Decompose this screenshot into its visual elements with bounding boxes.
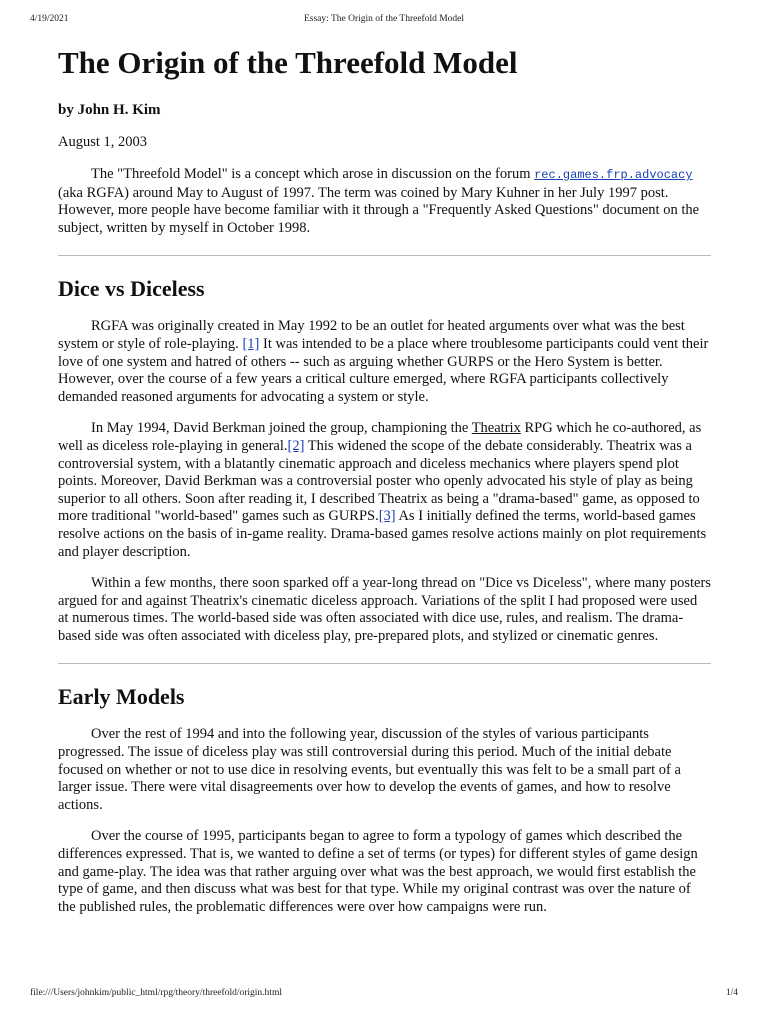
article-date: August 1, 2003 <box>58 134 148 150</box>
footnote-link-1[interactable]: [1] <box>242 335 260 352</box>
intro-paragraph <box>58 166 711 237</box>
article-author: by John H. Kim <box>58 102 161 118</box>
footnote-link-2[interactable]: [2] <box>287 437 305 454</box>
section-heading-dice-vs-diceless: Dice vs Diceless <box>58 276 205 302</box>
section-heading-early-models: Early Models <box>58 684 185 710</box>
page-number: 1/4 <box>725 988 738 998</box>
article <box>58 38 711 916</box>
dice-paragraph-3: Within a few months, there soon sparked off a year-long thread on "Dice vs Diceless", where many posters argued for and against Theatrix's cinematic diceless approach. Variations of the split I had proposed were used at numerous times. The world-based side was often associated with dice use, rules, and realism. The drama-based side was often associated with diceless play, pre-prepared plots, and stylized or cinematic genres. <box>58 575 711 644</box>
intro-text-1: The "Threefold Model" is a concept which arose in discussion on the forum <box>91 166 535 182</box>
dice-paragraph-2 <box>58 420 711 561</box>
dice-paragraph-1 <box>58 318 711 406</box>
print-footer <box>30 988 738 1002</box>
early-paragraph-1: Over the rest of 1994 and into the following year, discussion of the styles of various participants progressed. The issue of diceless play was still controversial during this period. Much of the initial debate focused on whether or not to use dice in resolving events, but eventually this was felt to be a small part of a larger issue. There were vital disagreements over how to develop the events of games, and how to resolve actions. <box>58 726 681 813</box>
dice-p2-text-3: This widened the scope of the debate considerably. Theatrix was a controversial system, with a blatantly cinematic approach and diceless mechanics where players spend plot points. Moreover, David Berkman was a controversial poster who openly advocated his style of play as being superior to all others. Soon after reading it, I described Theatrix as being a "drama-based" game, as opposed to more traditional "world-based" games such as GURPS. <box>58 437 700 525</box>
print-url: file:///Users/johnkim/public_html/rpg/theory/threefold/origin.html <box>30 988 282 998</box>
dice-p1-text-2: It was intended to be a place where troublesome participants could vent their love of one system and hatred of others -- such as arguing whether GURPS or the Hero System is better. However, over the course of a few years a critical culture emerged, where RGFA participants collectively demanded reasoned arguments for advocating a system or style. <box>58 335 709 405</box>
print-document-title: Essay: The Origin of the Threefold Model <box>303 14 465 24</box>
theatrix-term: Theatrix <box>471 420 521 437</box>
intro-text-2: (aka RGFA) around May to August of 1997. The term was coined by Mary Kuhner in her July 1997 post. However, more people have become familiar with it through a "Frequently Asked Questions" document on the subject, written by myself in October 1998. <box>58 184 700 236</box>
early-paragraph-2: Over the course of 1995, participants began to agree to form a typology of games which described the differences expressed. That is, we wanted to define a set of terms (or types) for different styles of game design and game-play. The idea was that rather arguing over what was the best approach, we would first establish the type of game, and then discuss what was best for that type. While my original contrast was over the nature of the published rules, the problematic differences were over how campaigns were run. <box>58 828 698 915</box>
article-title: The Origin of the Threefold Model <box>58 45 518 80</box>
print-date: 4/19/2021 <box>30 14 69 24</box>
dice-p1-text-1: RGFA was originally created in May 1992 to be an outlet for heated arguments over what was the best system or style of role-playing. <box>58 318 685 352</box>
rgfa-newsgroup-link[interactable]: rec.games.frp.advocacy <box>534 168 693 182</box>
dice-p2-text-4: As I initially defined the terms, world-based games resolve actions on the basis of in-game reality. Drama-based games resolve actions mainly on plot requirements and player description. <box>58 508 707 560</box>
dice-p2-text-2: RPG which he co-authored, as well as diceless role-playing in general. <box>58 420 702 454</box>
dice-p2-text-1: In May 1994, David Berkman joined the group, championing the <box>91 420 472 437</box>
footnote-link-3[interactable]: [3] <box>378 508 396 525</box>
print-header <box>30 14 738 28</box>
section-divider <box>58 255 711 256</box>
section-divider <box>58 663 711 664</box>
